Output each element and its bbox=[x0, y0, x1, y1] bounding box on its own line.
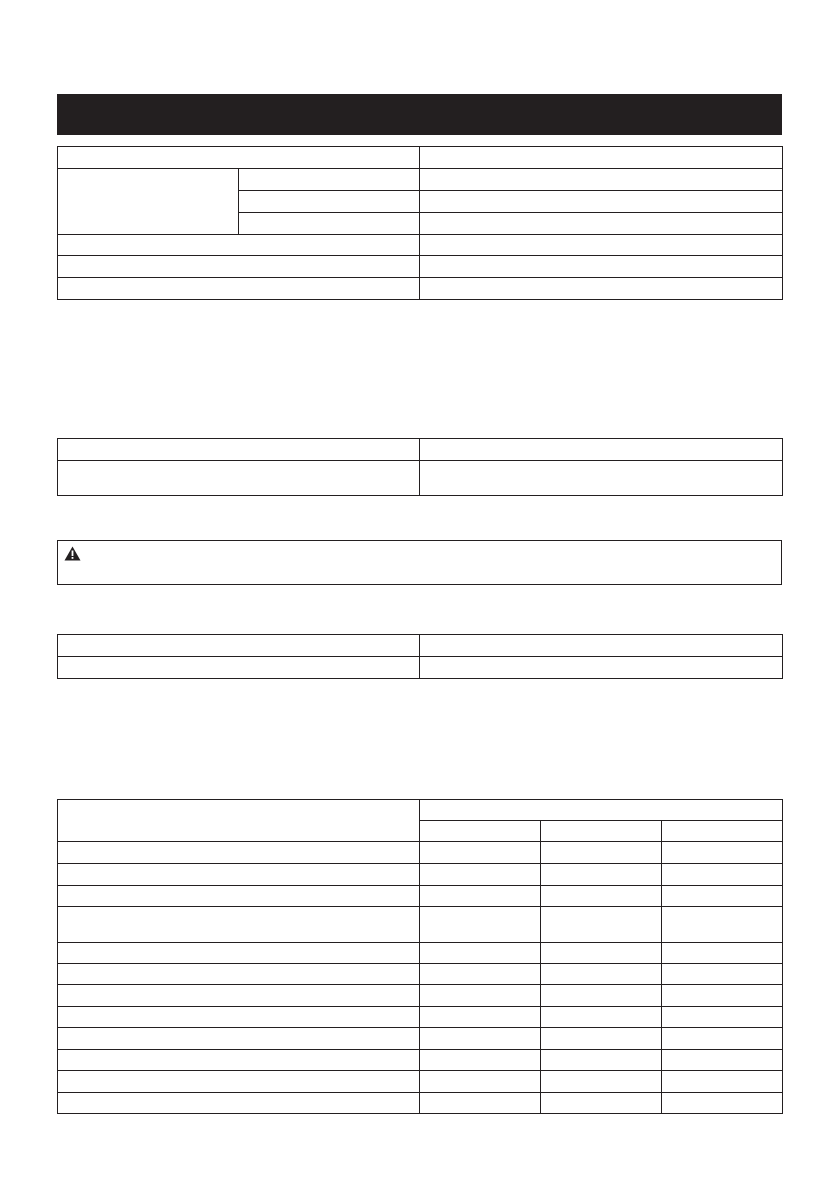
cell-value bbox=[541, 1007, 662, 1028]
cell-value bbox=[662, 1007, 783, 1028]
cell-value bbox=[541, 964, 662, 985]
cell-value bbox=[420, 943, 541, 964]
cell-value bbox=[420, 1007, 541, 1028]
row-label bbox=[58, 1071, 420, 1093]
table-row bbox=[58, 235, 783, 256]
table-row bbox=[58, 1093, 783, 1114]
cell-value bbox=[541, 1050, 662, 1071]
cell-value bbox=[662, 886, 783, 907]
table-row bbox=[58, 169, 783, 191]
table-row bbox=[58, 1071, 783, 1093]
cell-value bbox=[541, 907, 662, 943]
cell-value bbox=[541, 1028, 662, 1050]
row-value bbox=[420, 256, 783, 278]
column-group-header bbox=[420, 800, 783, 821]
column-header bbox=[662, 821, 783, 842]
specifications-table bbox=[57, 634, 783, 679]
row-value bbox=[420, 147, 783, 169]
column-header bbox=[541, 821, 662, 842]
row-label bbox=[58, 439, 420, 461]
cell-value bbox=[662, 1093, 783, 1114]
row-value bbox=[420, 169, 783, 191]
row-label bbox=[58, 964, 420, 985]
cell-value bbox=[541, 864, 662, 886]
cell-value bbox=[420, 842, 541, 864]
row-value bbox=[420, 657, 783, 679]
table-row bbox=[58, 461, 783, 496]
table-row bbox=[58, 635, 783, 657]
cell-value bbox=[662, 964, 783, 985]
table-corner-cell bbox=[58, 800, 420, 842]
cell-value bbox=[541, 985, 662, 1007]
cell-value bbox=[662, 907, 783, 943]
cell-value bbox=[541, 1071, 662, 1093]
warning-notice bbox=[57, 540, 782, 585]
row-label bbox=[58, 985, 420, 1007]
row-label bbox=[58, 1093, 420, 1114]
row-label bbox=[58, 907, 420, 943]
table-row bbox=[58, 1028, 783, 1050]
table-row bbox=[58, 964, 783, 985]
column-header bbox=[420, 821, 541, 842]
table-row bbox=[58, 657, 783, 679]
cell-value bbox=[420, 1071, 541, 1093]
row-value bbox=[420, 439, 783, 461]
cell-value bbox=[420, 1028, 541, 1050]
row-label bbox=[58, 1007, 420, 1028]
cell-value bbox=[420, 907, 541, 943]
row-value bbox=[420, 461, 783, 496]
table-row bbox=[58, 985, 783, 1007]
table-row bbox=[58, 439, 783, 461]
row-label bbox=[58, 147, 420, 169]
cell-value bbox=[662, 1028, 783, 1050]
row-label bbox=[58, 886, 420, 907]
specifications-table bbox=[57, 799, 783, 1114]
row-label bbox=[58, 235, 420, 256]
cell-value bbox=[420, 1050, 541, 1071]
cell-value bbox=[420, 1093, 541, 1114]
table-row bbox=[58, 943, 783, 964]
row-label bbox=[58, 864, 420, 886]
cell-value bbox=[541, 886, 662, 907]
table-row bbox=[58, 842, 783, 864]
row-value bbox=[420, 235, 783, 256]
row-label bbox=[58, 461, 420, 496]
row-label bbox=[239, 169, 420, 191]
table-row bbox=[58, 864, 783, 886]
row-value bbox=[420, 191, 783, 213]
row-label bbox=[239, 213, 420, 235]
row-label bbox=[58, 657, 420, 679]
cell-value bbox=[662, 985, 783, 1007]
row-label bbox=[58, 1050, 420, 1071]
table-row bbox=[58, 886, 783, 907]
section-header-bar bbox=[57, 94, 782, 135]
row-value bbox=[420, 213, 783, 235]
cell-value bbox=[541, 842, 662, 864]
cell-value bbox=[662, 1071, 783, 1093]
row-value bbox=[420, 278, 783, 300]
cell-value bbox=[662, 1050, 783, 1071]
row-label bbox=[58, 278, 420, 300]
table-row bbox=[58, 1050, 783, 1071]
cell-value bbox=[662, 864, 783, 886]
specifications-table bbox=[57, 146, 783, 300]
cell-value bbox=[420, 964, 541, 985]
cell-value bbox=[662, 842, 783, 864]
row-label bbox=[239, 191, 420, 213]
cell-value bbox=[420, 985, 541, 1007]
row-label bbox=[58, 635, 420, 657]
row-label bbox=[58, 943, 420, 964]
table-row bbox=[58, 1007, 783, 1028]
table-row bbox=[58, 907, 783, 943]
row-label bbox=[58, 1028, 420, 1050]
row-group-label bbox=[58, 169, 239, 235]
table-row bbox=[58, 256, 783, 278]
cell-value bbox=[420, 864, 541, 886]
table-row bbox=[58, 147, 783, 169]
cell-value bbox=[420, 886, 541, 907]
table-row bbox=[58, 278, 783, 300]
cell-value bbox=[541, 1093, 662, 1114]
table-header-row bbox=[58, 800, 783, 821]
row-label bbox=[58, 256, 420, 278]
cell-value bbox=[662, 943, 783, 964]
row-label bbox=[58, 842, 420, 864]
cell-value bbox=[541, 943, 662, 964]
warning-triangle-icon bbox=[64, 546, 81, 561]
row-value bbox=[420, 635, 783, 657]
specifications-table bbox=[57, 438, 783, 496]
